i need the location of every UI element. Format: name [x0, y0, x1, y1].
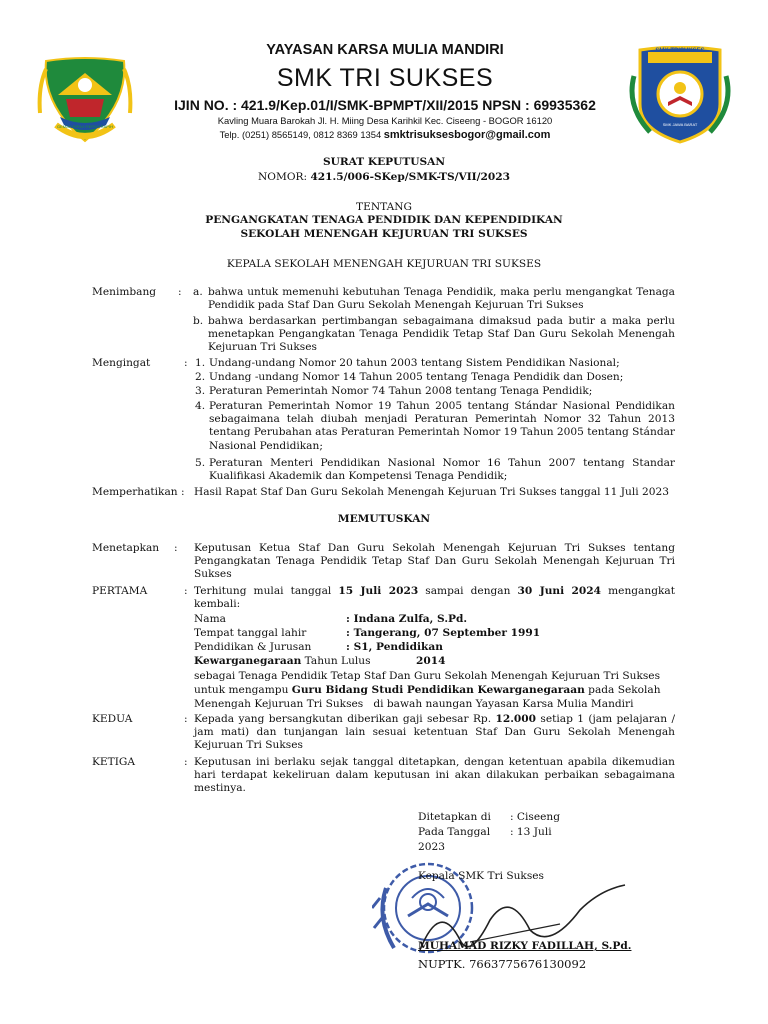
mengingat-item-2: 2. Undang -undang Nomor 14 Tahun 2005 tentang Tenaga Pendidik dan Dosen;	[195, 371, 624, 383]
signatory-role: Kepala SMK Tri Sukses	[418, 870, 544, 882]
memutuskan-heading: MEMUTUSKAN	[337, 513, 431, 525]
mengingat-item-4: Peraturan Pemerintah Nomor 19 Tahun 2005 tentang Stándar Nasional Pendidikan sebagaimana telah diubah menjadi Peraturan Pemerintah Nomor 32 Tahun 2013 tentang Perubahan atas Peraturan Pemerintah Nomor 19 Tahun 2005 tentang Stándar Nasional Pendidikan;	[209, 400, 675, 452]
salary-amount: 12.000	[495, 713, 537, 725]
menimbang-a-text: bahwa untuk memenuhi kebutuhan Tenaga Pendidik, maka perlu mengangkat Tenaga Pendidik pada Staf Dan Guru Sekolah Menengah Kejuruan Tri Sukses	[208, 286, 675, 312]
right-logo-title: SMK TRISUKSES	[655, 48, 705, 54]
pertama-closing-2: untuk mengampu Guru Bidang Studi Pendidikan Kewarganegaraan pada Sekolah	[194, 684, 661, 696]
signatory-nuptk: NUPTK. 7663775676130092	[418, 957, 587, 971]
mengingat-item-5: Peraturan Menteri Pendidikan Nasional Nomor 16 Tahun 2007 tentang Standar Kualifikasi Akademik dan Kompetensi Tenaga Pendidik;	[209, 457, 675, 483]
ketiga-label: KETIGA	[92, 756, 136, 768]
pendidikan-label: Pendidikan & Jurusan	[194, 641, 312, 653]
number-label: NOMOR:	[258, 171, 308, 183]
menetapkan-colon: :	[174, 542, 178, 554]
pendidikan-value: : S1, Pendidikan	[346, 641, 443, 653]
tanggal-year: 2023	[418, 841, 445, 853]
ditetapkan-label: Ditetapkan di	[418, 811, 491, 823]
ditetapkan-value: : Ciseeng	[510, 811, 561, 823]
menimbang-label: Menimbang	[92, 286, 157, 298]
pertama-closing-3: Menengah Kejuruan Tri Sukses di bawah naungan Yayasan Karsa Mulia Mandiri	[194, 698, 634, 710]
subject-line-1: PENGANGKATAN TENAGA PENDIDIK DAN KEPENDIDIKAN	[205, 214, 563, 226]
kewarganegaraan-line: Kewarganegaraan Tahun Lulus	[194, 655, 371, 667]
menimbang-a-prefix: a.	[193, 286, 203, 298]
pertama-intro: Terhitung mulai tanggal 15 Juli 2023 sampai dengan 30 Juni 2024 mengangkat kembali:	[194, 585, 675, 611]
menimbang-b-text: bahwa berdasarkan pertimbangan sebagaimana dimaksud pada butir a maka perlu menetapkan Pengangkatan Tenaga Pendidik Tetap Staf Dan Guru Sekolah Menengah Kejuruan Tri Sukses	[208, 315, 675, 354]
nama-label: Nama	[194, 613, 226, 625]
pertama-colon: :	[184, 585, 188, 597]
mengingat-item-5-num: 5.	[195, 457, 206, 469]
ketiga-text: Keputusan ini berlaku sejak tanggal ditetapkan, dengan ketentuan apabila dikemudian hari terdapat kekeliruan dalam keputusan ini akan dilakukan perbaikan sebagaimana mestinya.	[194, 756, 675, 795]
left-logo-motto: GEMAH RIPAH REPEH RAPIH	[57, 124, 113, 129]
end-date: 30 Juni 2024	[517, 585, 602, 597]
email: smktrisuksesbogor@gmail.com	[383, 129, 551, 141]
contact-line	[130, 129, 640, 141]
mengingat-label: Mengingat	[92, 357, 151, 369]
memperhatikan-text: Hasil Rapat Staf Dan Guru Sekolah Menengah Kejuruan Tri Sukses tanggal 11 Juli 2023	[194, 486, 669, 498]
ttl-label: Tempat tanggal lahir	[194, 627, 307, 639]
menetapkan-label: Menetapkan	[92, 542, 160, 554]
right-logo-caption: SMK JAWA BARAT	[662, 122, 698, 127]
menimbang-colon: :	[178, 286, 182, 298]
authority-line: KEPALA SEKOLAH MENENGAH KEJURUAN TRI SUKSES	[226, 258, 542, 270]
number-value: 421.5/006-SKep/SMK-TS/VII/2023	[310, 171, 510, 183]
province-emblem-icon	[36, 55, 134, 147]
mengingat-item-3: 3. Peraturan Pemerintah Nomor 74 Tahun 2008 tentang Tenaga Pendidik;	[195, 385, 593, 397]
menimbang-b-prefix: b.	[193, 315, 204, 327]
ketiga-colon: :	[184, 756, 188, 768]
pertama-closing-1: sebagai Tenaga Pendidik Tetap Staf Dan Guru Sekolah Menengah Kejuruan Tri Sukses	[194, 670, 660, 682]
kedua-colon: :	[184, 713, 188, 725]
memperhatikan-label: Memperhatikan :	[92, 486, 185, 498]
nama-value: : Indana Zulfa, S.Pd.	[346, 613, 468, 625]
tahun-lulus-value: 2014	[416, 655, 446, 667]
pertama-label: PERTAMA	[92, 585, 148, 597]
subject-taught: Guru Bidang Studi Pendidikan Kewarganegaraan	[291, 684, 585, 696]
tanggal-label: Pada Tanggal	[418, 826, 491, 838]
permit-line: IJIN NO. : 421.9/Kep.01/I/SMK-BPMPT/XII/2015 NPSN : 69935362	[174, 97, 596, 113]
phone: Telp. (0251) 8565149, 0812 8369 1354	[219, 129, 382, 140]
mengingat-item-1: 1. Undang-undang Nomor 20 tahun 2003 tentang Sistem Pendidikan Nasional;	[195, 357, 620, 369]
mengingat-colon: :	[184, 357, 188, 369]
subject-line-2: SEKOLAH MENENGAH KEJURUAN TRI SUKSES	[240, 228, 528, 240]
ttl-value: : Tangerang, 07 September 1991	[346, 627, 541, 639]
kedua-label: KEDUA	[92, 713, 133, 725]
foundation-name: YAYASAN KARSA MULIA MANDIRI	[266, 42, 504, 58]
mengingat-item-4-num: 4.	[195, 400, 206, 412]
school-name: SMK TRI SUKSES	[276, 64, 494, 92]
start-date: 15 Juli 2023	[338, 585, 419, 597]
doc-number	[0, 171, 768, 184]
address-line: Kavling Muara Barokah Jl. H. Miing Desa Karihkil Kec. Ciseeng - BOGOR 16120	[217, 115, 553, 126]
tanggal-value: : 13 Juli	[510, 826, 552, 838]
menetapkan-text: Keputusan Ketua Staf Dan Guru Sekolah Menengah Kejuruan Tri Sukses tentang Pengangkatan Tenaga Pendidik Tetap Staf Dan Guru Sekolah Menengah Kejuruan Tri Sukses	[194, 542, 675, 581]
school-logo-icon	[628, 46, 732, 144]
signatory-name: MUHAMAD RIZKY FADILLAH, S.Pd.	[418, 940, 632, 952]
tentang-label: TENTANG	[356, 201, 412, 213]
kedua-text: Kepada yang bersangkutan diberikan gaji sebesar Rp. 12.000 setiap 1 (jam pelajaran / jam mati) dan tunjangan lain sesuai ketentuan Staf Dan Guru Sekolah Menengah Kejuruan Tri Sukses	[194, 713, 676, 752]
doc-title: SURAT KEPUTUSAN	[322, 156, 446, 168]
